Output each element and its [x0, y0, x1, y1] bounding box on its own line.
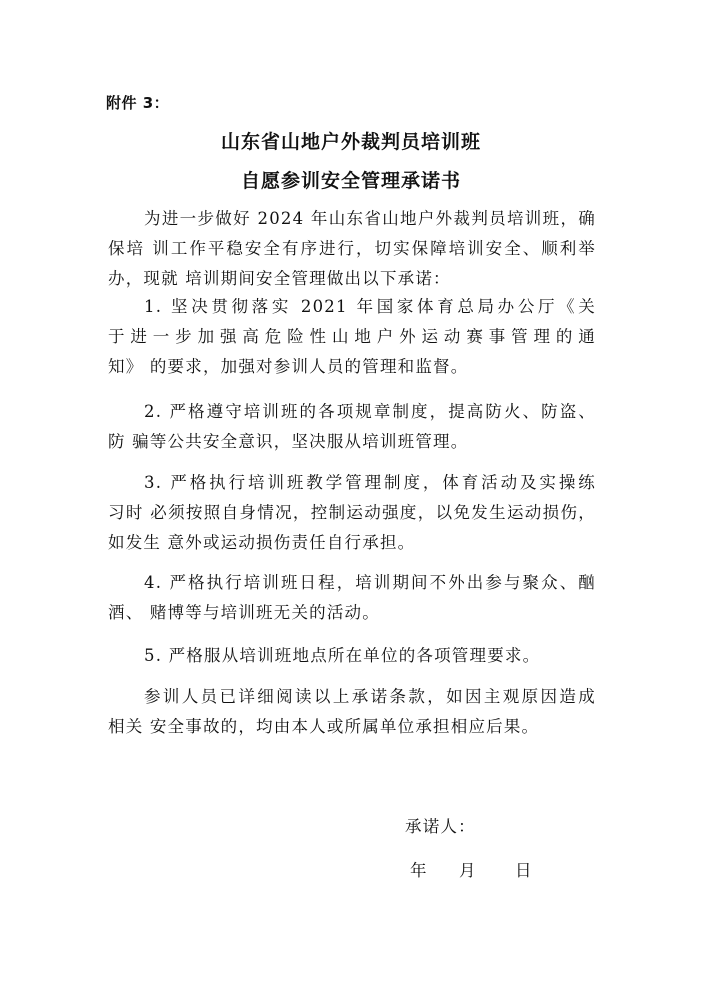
item-1-line-1: 1. 坚决贯彻落实 2021 年国家体育总局办公厅《关	[144, 297, 596, 316]
commitment-item-5	[108, 641, 596, 671]
commitment-item-4	[108, 568, 596, 628]
attachment-label: 附件 3：	[106, 94, 170, 112]
commitment-item-2	[108, 397, 596, 457]
intro-paragraph	[108, 204, 596, 294]
item-3-line-2: 习时 必须按照自身情况，控制运动强度，以免发生运动损伤，	[108, 503, 596, 522]
signer-label: 承诺人：	[405, 817, 476, 836]
item-2-line-2: 防 骗等公共安全意识，坚决服从培训班管理。	[108, 432, 469, 451]
item-2-line-1: 2. 严格遵守培训班的各项规章制度，提高防火、防盗、	[144, 402, 596, 421]
item-4-line-2: 酒、 赌博等与培训班无关的活动。	[108, 603, 380, 622]
date-year-label: 年	[410, 861, 427, 880]
commitment-item-1	[108, 292, 596, 382]
closing-line-1: 参训人员已详细阅读以上承诺条款，如因主观原因造成	[144, 687, 596, 706]
closing-paragraph	[108, 682, 596, 742]
commitment-item-3	[108, 468, 596, 558]
intro-line-1: 为进一步做好 2024 年山东省山地户外裁判员培训班，确	[144, 209, 596, 228]
item-3-line-1: 3. 严格执行培训班教学管理制度，体育活动及实操练	[144, 473, 596, 492]
item-5-line-1: 5. 严格服从培训班地点所在单位的各项管理要求。	[144, 646, 541, 665]
item-4-line-1: 4. 严格执行培训班日程，培训期间不外出参与聚众、酗	[144, 573, 596, 592]
item-1-line-2: 于进一步加强高危险性山地户外运动赛事管理的通	[108, 327, 596, 346]
item-1-line-3: 知》 的要求，加强对参训人员的管理和监督。	[108, 357, 469, 376]
date-day-label: 日	[515, 861, 532, 880]
intro-line-2: 保培 训工作平稳安全有序进行，切实保障培训安全、顺利举	[108, 239, 596, 258]
closing-line-2: 相关 安全事故的，均由本人或所属单位承担相应后果。	[108, 717, 540, 736]
item-3-line-3: 如发生 意外或运动损伤责任自行承担。	[108, 533, 416, 552]
date-month-label: 月	[459, 861, 476, 880]
intro-line-3: 办，现就 培训期间安全管理做出以下承诺：	[108, 269, 451, 288]
document-title-line-1: 山东省山地户外裁判员培训班	[220, 131, 481, 153]
document-title-line-2: 自愿参训安全管理承诺书	[240, 170, 461, 192]
